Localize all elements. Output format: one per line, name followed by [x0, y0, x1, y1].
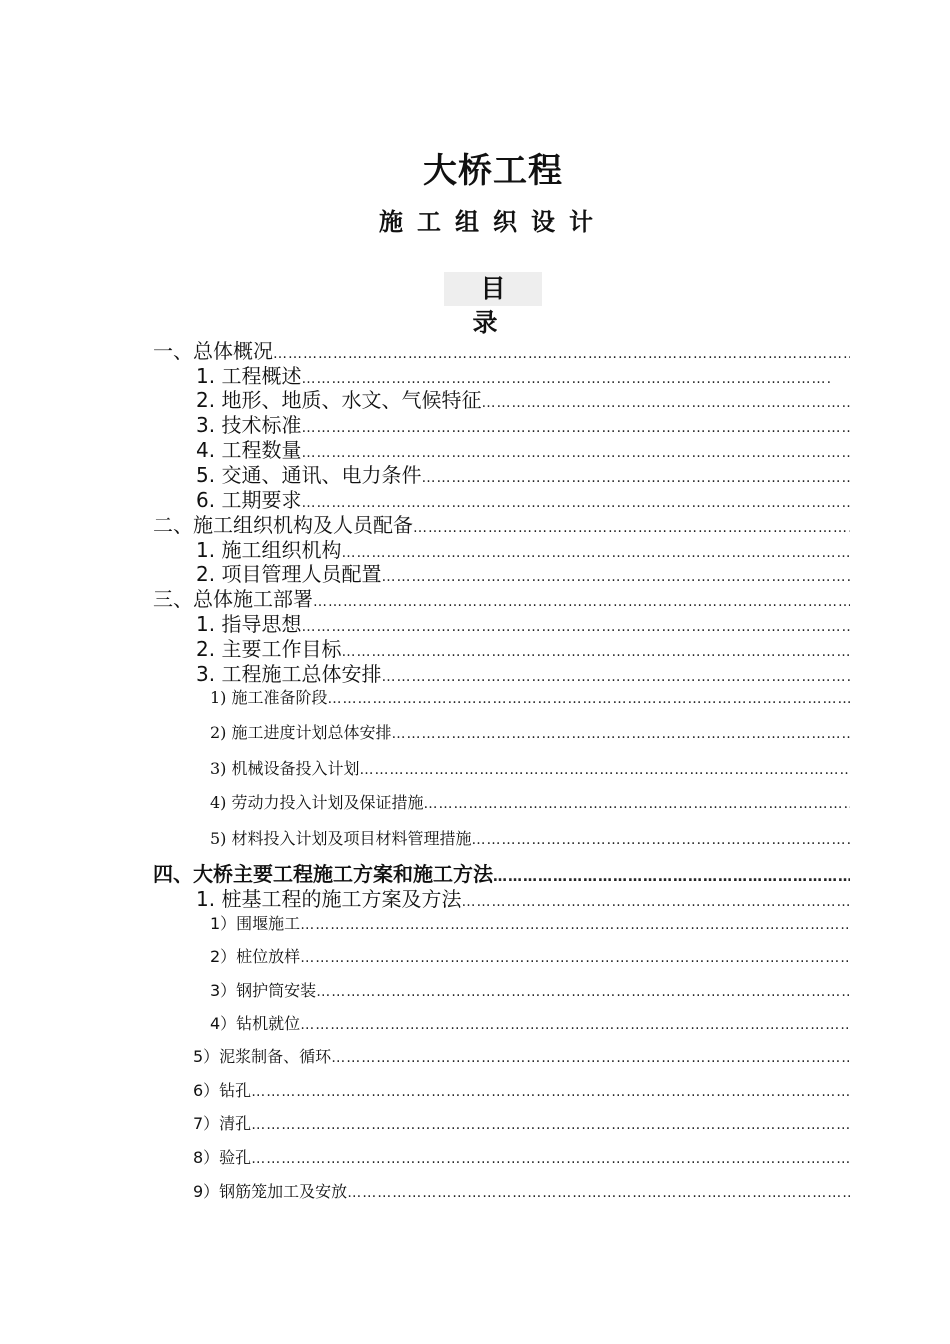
- toc-entry-label: 3）钢护筒安装: [210, 981, 317, 1000]
- toc-leader-dots: [300, 1013, 850, 1037]
- toc-leader-dots: [300, 913, 850, 937]
- toc-leader-dots: [251, 1080, 850, 1104]
- toc-entry-3-3[interactable]: [196, 662, 850, 689]
- toc-leader-dots: [424, 792, 850, 816]
- toc-entry-4-1-9[interactable]: [193, 1180, 850, 1205]
- toc-entry-4-1-4[interactable]: [210, 1012, 850, 1037]
- toc-entry-label: 三、总体施工部署: [153, 587, 313, 611]
- toc-entry-label: 6. 工期要求: [196, 488, 302, 512]
- toc-entry-label: 4. 工程数量: [196, 438, 302, 462]
- toc-leader-dots: [313, 590, 850, 614]
- toc-entry-label: 1. 工程概述: [196, 364, 302, 388]
- toc-entry-4-1-5[interactable]: [193, 1045, 850, 1070]
- toc-entry-section-2[interactable]: [153, 513, 850, 540]
- toc-heading: 目 录: [472, 274, 522, 337]
- toc-entry-section-3[interactable]: [153, 587, 850, 614]
- toc-entry-4-1[interactable]: [196, 887, 850, 914]
- toc-entry-3-3-1[interactable]: [210, 686, 850, 711]
- toc-leader-dots: [301, 416, 850, 440]
- toc-leader-dots: [251, 1113, 850, 1137]
- toc-entry-label: 3) 机械设备投入计划: [210, 759, 360, 778]
- toc-entry-label: 1. 桩基工程的施工方案及方法: [196, 887, 462, 911]
- toc-entry-label: 1）围堰施工: [210, 914, 301, 933]
- toc-entry-label: 2) 施工进度计划总体安排: [210, 723, 392, 742]
- toc-leader-dots: [347, 1181, 850, 1205]
- toc-entry-label: 1. 施工组织机构: [196, 538, 342, 562]
- toc-entry-3-3-5[interactable]: [210, 827, 850, 852]
- document-title: 大桥工程: [423, 151, 563, 191]
- toc-leader-dots: [472, 828, 850, 852]
- toc-entry-2-1[interactable]: [196, 538, 850, 565]
- toc-leader-dots: [360, 758, 850, 782]
- toc-leader-dots: [328, 687, 850, 711]
- toc-entry-1-5[interactable]: [196, 463, 850, 490]
- toc-entry-label: 3. 技术标准: [196, 413, 302, 437]
- toc-leader-dots: [316, 980, 850, 1004]
- toc-entry-label: 7）清孔: [193, 1114, 252, 1133]
- toc-entry-3-3-4[interactable]: [210, 791, 850, 816]
- toc-entry-1-3[interactable]: [196, 413, 850, 440]
- toc-entry-label: 6）钻孔: [193, 1081, 252, 1100]
- toc-entry-3-2[interactable]: [196, 637, 850, 664]
- toc-leader-dots: [392, 722, 850, 746]
- toc-entry-4-1-6[interactable]: [193, 1079, 850, 1104]
- toc-leader-dots: [273, 342, 850, 366]
- toc-leader-dots: [341, 640, 850, 664]
- toc-entry-label: 二、施工组织机构及人员配备: [153, 513, 413, 537]
- toc-leader-dots: [381, 565, 850, 589]
- toc-leader-dots: [251, 1147, 850, 1171]
- toc-entry-label: 2）桩位放样: [210, 947, 301, 966]
- toc-entry-section-1[interactable]: [153, 339, 850, 366]
- toc-entry-label: 4）钻机就位: [210, 1014, 301, 1033]
- toc-entry-3-3-2[interactable]: [210, 721, 850, 746]
- toc-entry-label: 2. 主要工作目标: [196, 637, 342, 661]
- toc-leader-dots: [301, 441, 850, 465]
- toc-entry-label: 2. 地形、地质、水文、气候特征: [196, 388, 482, 412]
- toc-entry-4-1-8[interactable]: [193, 1146, 850, 1171]
- toc-leader-dots: [300, 946, 850, 970]
- toc-leader-dots: [301, 491, 850, 515]
- toc-entry-4-1-3[interactable]: [210, 979, 850, 1004]
- toc-entry-label: 8）验孔: [193, 1148, 252, 1167]
- toc-entry-3-3-3[interactable]: [210, 757, 850, 782]
- toc-leader-dots: [461, 890, 850, 914]
- toc-entry-4-1-1[interactable]: [210, 912, 850, 937]
- toc-entry-label: 四、大桥主要工程施工方案和施工方法: [153, 862, 493, 886]
- toc-leader-dots: [493, 865, 850, 889]
- toc-entry-label: 一、总体概况: [153, 339, 273, 363]
- toc-entry-label: 5) 材料投入计划及项目材料管理措施: [210, 829, 472, 848]
- toc-entry-label: 1. 指导思想: [196, 612, 302, 636]
- toc-entry-label: 3. 工程施工总体安排: [196, 662, 382, 686]
- toc-leader-dots: [421, 466, 850, 490]
- toc-leader-dots: [413, 516, 850, 540]
- toc-entry-1-2[interactable]: [196, 388, 850, 415]
- toc-entry-section-4[interactable]: [153, 862, 850, 889]
- toc-entry-label: 1) 施工准备阶段: [210, 688, 328, 707]
- toc-entry-label: 4) 劳动力投入计划及保证措施: [210, 793, 424, 812]
- toc-entry-label: 9）钢筋笼加工及安放: [193, 1182, 348, 1201]
- toc-leader-dots: [331, 1046, 850, 1070]
- toc-entry-1-1[interactable]: [196, 364, 832, 391]
- toc-leader-dots: [301, 615, 850, 639]
- document-subtitle: 施工组织设计: [379, 208, 607, 236]
- toc-entry-4-1-2[interactable]: [210, 945, 850, 970]
- toc-entry-1-6[interactable]: [196, 488, 850, 515]
- toc-entry-label: 2. 项目管理人员配置: [196, 562, 382, 586]
- toc-entry-label: 5. 交通、通讯、电力条件: [196, 463, 422, 487]
- toc-entry-3-1[interactable]: [196, 612, 850, 639]
- toc-entry-4-1-7[interactable]: [193, 1112, 850, 1137]
- toc-leader-dots: [481, 391, 850, 415]
- toc-entry-2-2[interactable]: [196, 562, 850, 589]
- toc-entry-1-4[interactable]: [196, 438, 850, 465]
- toc-entry-label: 5）泥浆制备、循环: [193, 1047, 332, 1066]
